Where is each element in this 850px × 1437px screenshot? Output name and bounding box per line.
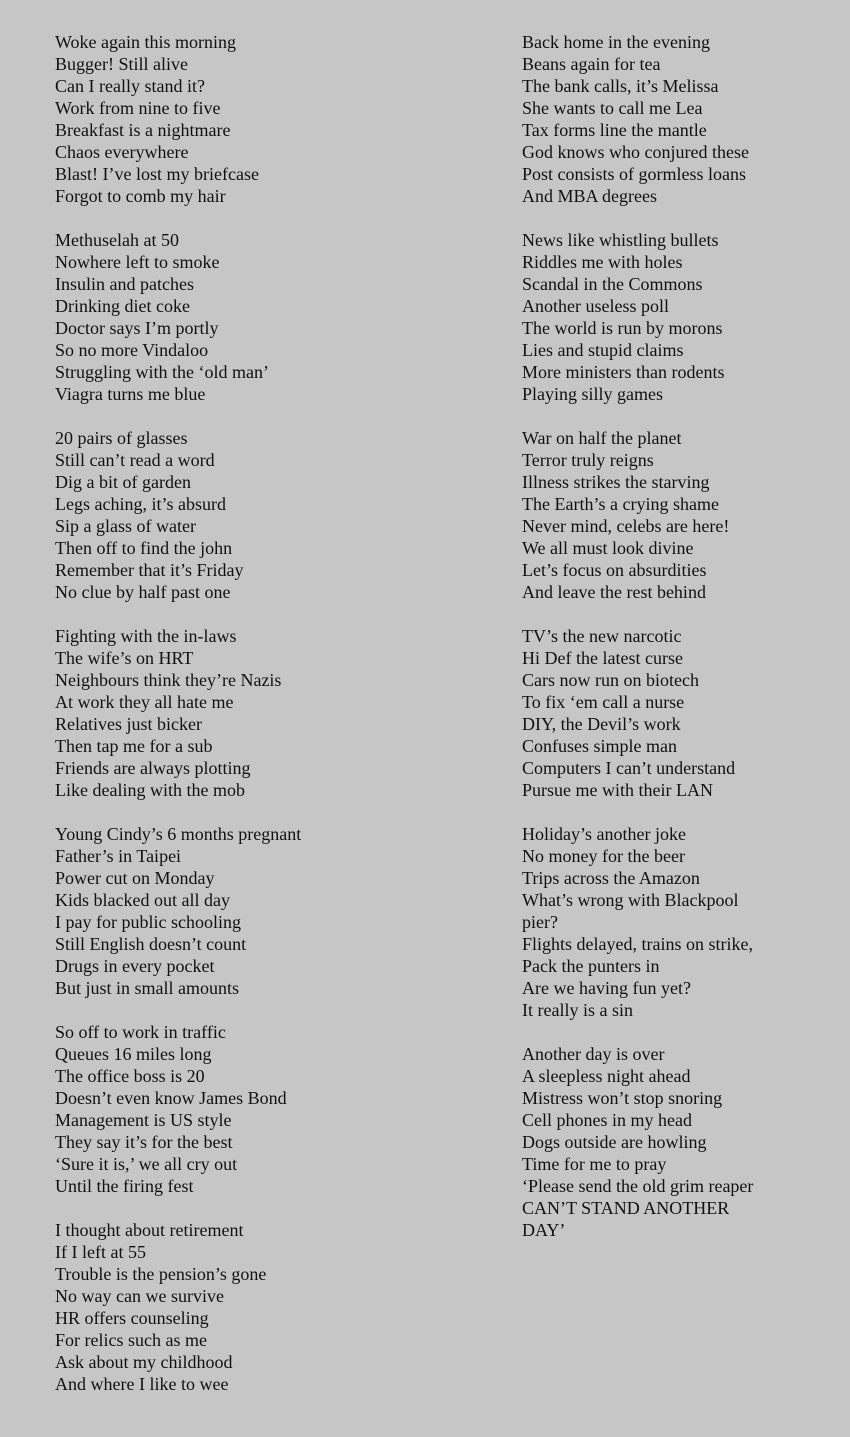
poem-line: Are we having fun yet? xyxy=(522,978,691,998)
poem-line: Work from nine to five xyxy=(55,98,221,118)
poem-line: Confuses simple man xyxy=(522,736,677,756)
poem-line: Queues 16 miles long xyxy=(55,1044,212,1064)
poem-line: Sip a glass of water xyxy=(55,516,196,536)
poem-line: 20 pairs of glasses xyxy=(55,428,188,448)
stanza xyxy=(55,625,455,801)
poem-line: Pack the punters in xyxy=(522,956,660,976)
poem-line: Computers I can’t understand xyxy=(522,758,736,778)
poem-line: She wants to call me Lea xyxy=(522,98,703,118)
poem-line: Still English doesn’t count xyxy=(55,934,247,954)
poem-line: Post consists of gormless loans xyxy=(522,164,747,184)
poem-line: Playing silly games xyxy=(522,384,663,404)
poem-line: Power cut on Monday xyxy=(55,868,215,888)
poem-line: If I left at 55 xyxy=(55,1242,146,1262)
stanza xyxy=(55,31,455,207)
poem-line: Dig a bit of garden xyxy=(55,472,191,492)
poem-line: Terror truly reigns xyxy=(522,450,654,470)
poem-line: Can I really stand it? xyxy=(55,76,205,96)
poem-line: Friends are always plotting xyxy=(55,758,251,778)
poem-line: Let’s focus on absurdities xyxy=(522,560,707,580)
poem-line: Tax forms line the mantle xyxy=(522,120,707,140)
poem-line: No clue by half past one xyxy=(55,582,231,602)
poem-line: Fighting with the in-laws xyxy=(55,626,237,646)
poem-line: Time for me to pray xyxy=(522,1154,667,1174)
poem-line: Then off to find the john xyxy=(55,538,233,558)
poem-line: But just in small amounts xyxy=(55,978,240,998)
poem-line: Illness strikes the starving xyxy=(522,472,710,492)
stanza xyxy=(522,1043,822,1241)
poem-line: Pursue me with their LAN xyxy=(522,780,713,800)
poem-line: The world is run by morons xyxy=(522,318,723,338)
poem-line: A sleepless night ahead xyxy=(522,1066,691,1086)
poem-line: And where I like to wee xyxy=(55,1374,229,1394)
stanza xyxy=(55,427,455,603)
poem-line: Lies and stupid claims xyxy=(522,340,684,360)
poem-line: Holiday’s another joke xyxy=(522,824,686,844)
poem-line: At work they all hate me xyxy=(55,692,234,712)
poem-line: Until the firing fest xyxy=(55,1176,194,1196)
poem-line: Management is US style xyxy=(55,1110,232,1130)
poem-line: ‘Sure it is,’ we all cry out xyxy=(55,1154,238,1174)
poem-line: Flights delayed, trains on strike, xyxy=(522,934,753,954)
poem-line: Beans again for tea xyxy=(522,54,661,74)
poem-line: What’s wrong with Blackpool xyxy=(522,890,739,910)
poem-left-column xyxy=(55,31,455,1417)
poem-line: Relatives just bicker xyxy=(55,714,202,734)
stanza xyxy=(522,625,822,801)
poem-line: HR offers counseling xyxy=(55,1308,209,1328)
poem-right-column xyxy=(522,31,822,1263)
poem-line: TV’s the new narcotic xyxy=(522,626,682,646)
stanza xyxy=(55,229,455,405)
poem-line: Chaos everywhere xyxy=(55,142,189,162)
poem-line: Another useless poll xyxy=(522,296,669,316)
poem-line: And leave the rest behind xyxy=(522,582,706,602)
poem-line: Cell phones in my head xyxy=(522,1110,692,1130)
poem-line: CAN’T STAND ANOTHER xyxy=(522,1198,730,1218)
poem-line: For relics such as me xyxy=(55,1330,207,1350)
poem-line: News like whistling bullets xyxy=(522,230,719,250)
poem-line: pier? xyxy=(522,912,558,932)
poem-line: Back home in the evening xyxy=(522,32,710,52)
poem-line: Riddles me with holes xyxy=(522,252,683,272)
poem-line: Remember that it’s Friday xyxy=(55,560,244,580)
poem-line: Forgot to comb my hair xyxy=(55,186,226,206)
poem-line: It really is a sin xyxy=(522,1000,633,1020)
poem-line: Cars now run on biotech xyxy=(522,670,699,690)
poem-line: The Earth’s a crying shame xyxy=(522,494,719,514)
stanza xyxy=(522,427,822,603)
poem-line: Doesn’t even know James Bond xyxy=(55,1088,287,1108)
poem-line: DAY’ xyxy=(522,1220,566,1240)
poem-line: I pay for public schooling xyxy=(55,912,241,932)
poem-line: No money for the beer xyxy=(522,846,685,866)
poem-line: Trouble is the pension’s gone xyxy=(55,1264,267,1284)
poem-line: War on half the planet xyxy=(522,428,682,448)
poem-line: Young Cindy’s 6 months pregnant xyxy=(55,824,302,844)
poem-line: Ask about my childhood xyxy=(55,1352,233,1372)
poem-line: God knows who conjured these xyxy=(522,142,749,162)
stanza xyxy=(522,229,822,405)
poem-line: Woke again this morning xyxy=(55,32,237,52)
poem-line: Mistress won’t stop snoring xyxy=(522,1088,723,1108)
poem-line: Drinking diet coke xyxy=(55,296,190,316)
poem-line: Nowhere left to smoke xyxy=(55,252,220,272)
poem-line: More ministers than rodents xyxy=(522,362,725,382)
poem-line: DIY, the Devil’s work xyxy=(522,714,681,734)
poem-line: Bugger! Still alive xyxy=(55,54,188,74)
poem-line: Neighbours think they’re Nazis xyxy=(55,670,282,690)
poem-line: No way can we survive xyxy=(55,1286,224,1306)
poem-line: Then tap me for a sub xyxy=(55,736,213,756)
poem-line: Like dealing with the mob xyxy=(55,780,245,800)
poem-line: We all must look divine xyxy=(522,538,694,558)
poem-line: The office boss is 20 xyxy=(55,1066,205,1086)
stanza xyxy=(522,823,822,1021)
poem-line: So no more Vindaloo xyxy=(55,340,209,360)
poem-line: Dogs outside are howling xyxy=(522,1132,707,1152)
poem-line: Never mind, celebs are here! xyxy=(522,516,730,536)
poem-line: Doctor says I’m portly xyxy=(55,318,219,338)
poem-line: Viagra turns me blue xyxy=(55,384,206,404)
poem-line: Drugs in every pocket xyxy=(55,956,215,976)
stanza xyxy=(55,1021,455,1197)
poem-line: Methuselah at 50 xyxy=(55,230,179,250)
poem-line: Blast! I’ve lost my briefcase xyxy=(55,164,259,184)
poem-line: They say it’s for the best xyxy=(55,1132,233,1152)
poem-line: The bank calls, it’s Melissa xyxy=(522,76,719,96)
poem-line: To fix ‘em call a nurse xyxy=(522,692,685,712)
poem-line: I thought about retirement xyxy=(55,1220,244,1240)
poem-line: Trips across the Amazon xyxy=(522,868,700,888)
poem-line: Legs aching, it’s absurd xyxy=(55,494,226,514)
stanza xyxy=(522,31,822,207)
poem-line: So off to work in traffic xyxy=(55,1022,226,1042)
poem-line: Hi Def the latest curse xyxy=(522,648,683,668)
poem-line: And MBA degrees xyxy=(522,186,657,206)
poem-line: Father’s in Taipei xyxy=(55,846,182,866)
stanza xyxy=(55,823,455,999)
poem-line: Kids blacked out all day xyxy=(55,890,230,910)
poem-line: Breakfast is a nightmare xyxy=(55,120,231,140)
poem-line: The wife’s on HRT xyxy=(55,648,194,668)
poem-line: ‘Please send the old grim reaper xyxy=(522,1176,754,1196)
poem-line: Another day is over xyxy=(522,1044,665,1064)
poem-line: Scandal in the Commons xyxy=(522,274,703,294)
poem-line: Insulin and patches xyxy=(55,274,194,294)
poem-line: Struggling with the ‘old man’ xyxy=(55,362,269,382)
poem-line: Still can’t read a word xyxy=(55,450,215,470)
stanza xyxy=(55,1219,455,1395)
